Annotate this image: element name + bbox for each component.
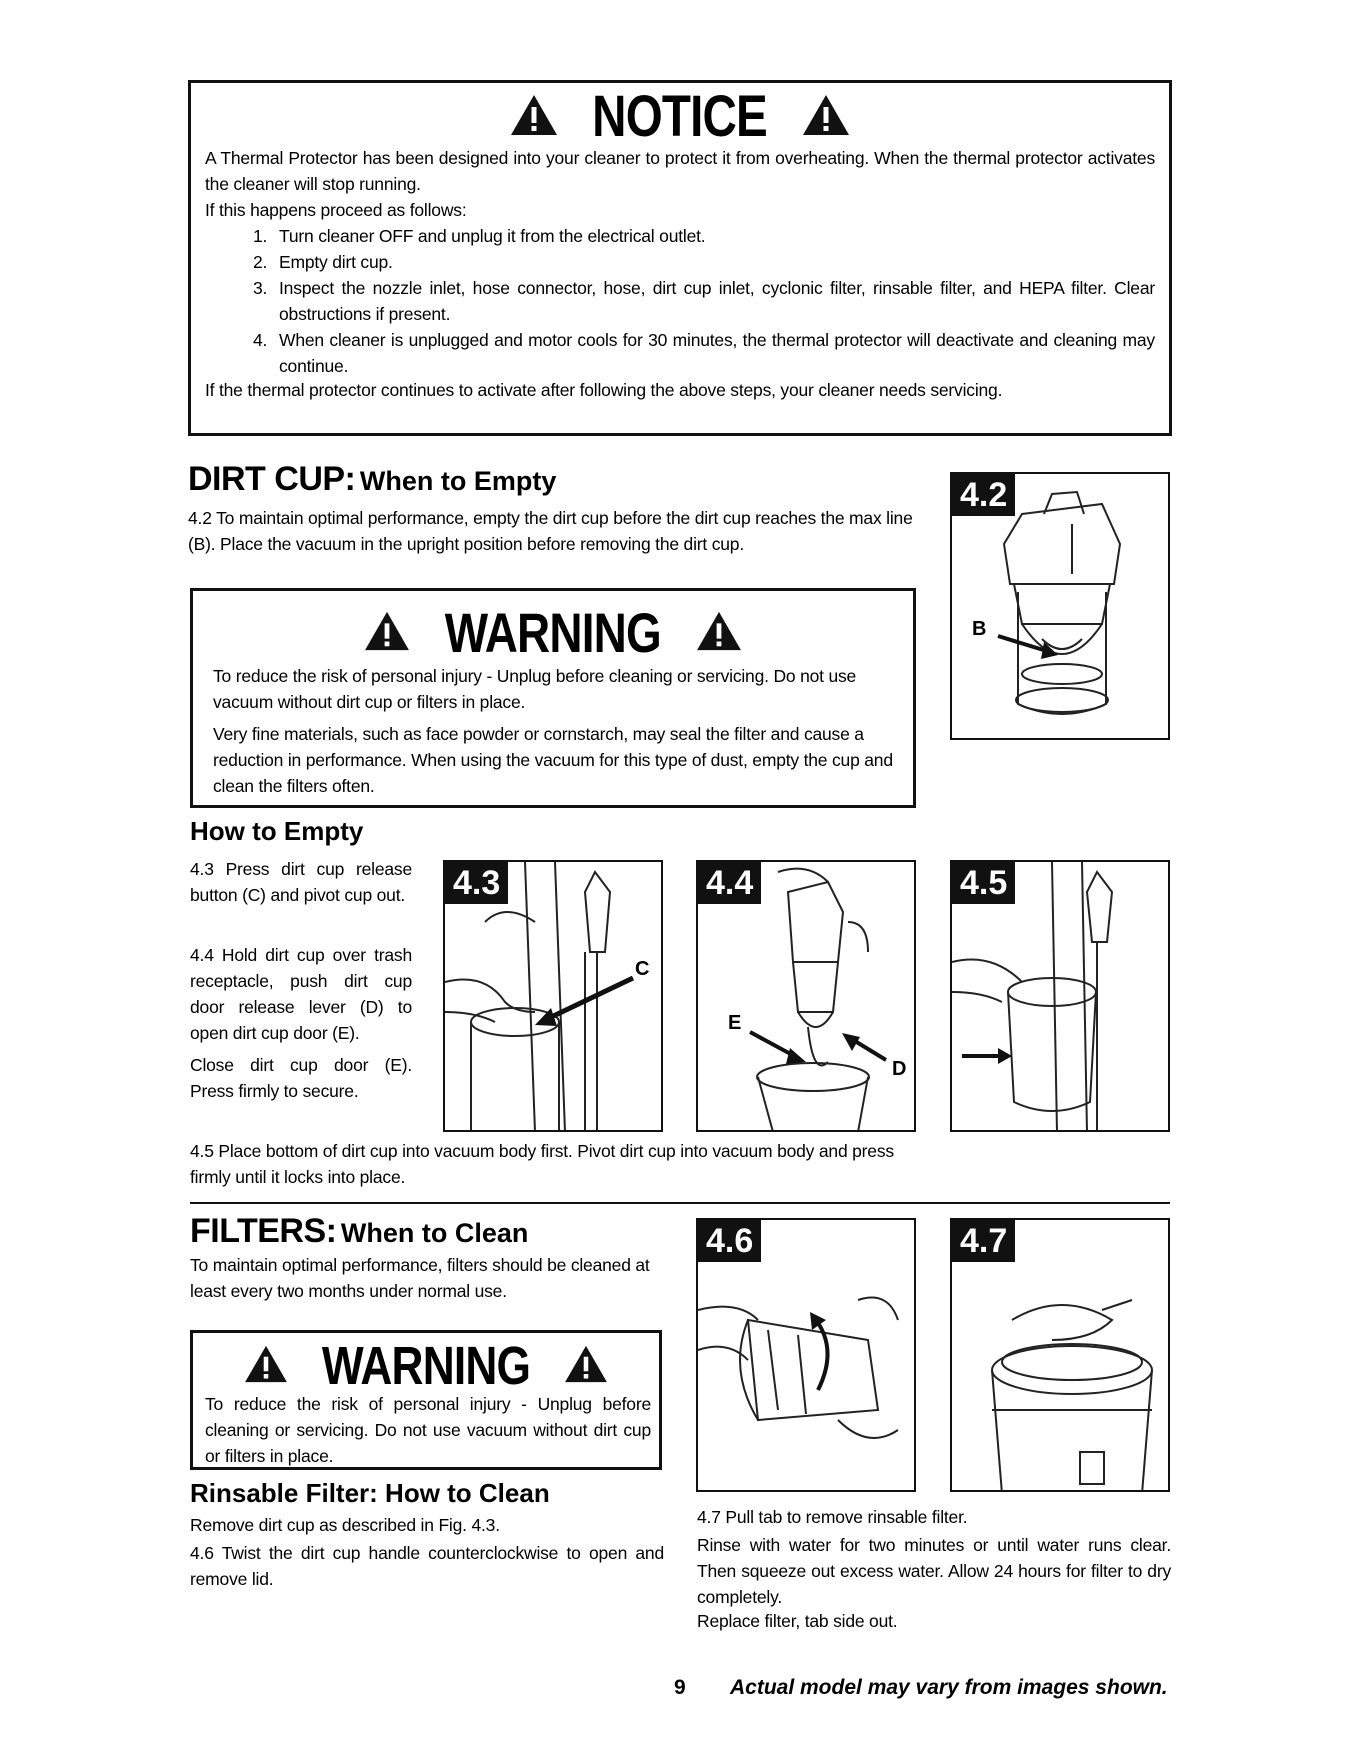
notice-closing: If the thermal protector continues to activate after following the above steps, your cleaner needs servicing.	[205, 380, 1003, 400]
warning-triangle-icon	[563, 1344, 609, 1389]
warning-text: To reduce the risk of personal injury - Unplug before cleaning or servicing. Do not use vacuum without dirt cup or filters in place.	[205, 1394, 651, 1466]
notice-step	[253, 327, 1155, 379]
step-number: 1.	[253, 226, 268, 246]
callout-d: D	[892, 1058, 907, 1080]
step-number: 4.	[253, 330, 268, 350]
figure-label: 4.4	[698, 862, 761, 904]
step-4-6-text: 4.6 Twist the dirt cup handle counterclockwise to open and remove lid.	[190, 1543, 664, 1589]
figure-label: 4.5	[952, 862, 1015, 904]
notice-steps	[253, 223, 1155, 379]
notice-box	[188, 80, 1172, 436]
step-4-4-text: 4.4 Hold dirt cup over trash receptacle, push dirt cup door release lever (D) to open dirt cup door (E).	[190, 945, 412, 1043]
notice-step	[253, 223, 1155, 249]
warning-box	[190, 1330, 662, 1470]
rinsable-line1: Remove dirt cup as described in Fig. 4.3.	[190, 1515, 500, 1535]
warning-para1: To reduce the risk of personal injury - Unplug before cleaning or servicing. Do not use vacuum without dirt cup or filters in place.	[213, 666, 857, 712]
step-number: 3.	[253, 278, 268, 298]
warning-box	[190, 588, 916, 808]
dirt-cup-text: 4.2 To maintain optimal performance, empty the dirt cup before the dirt cup reaches the max line (B). Place the vacuum in the upright position before removing the dirt cup.	[188, 508, 913, 554]
dirt-cup-heading-main: DIRT CUP:	[188, 460, 356, 498]
warning-para2: Very fine materials, such as face powder or cornstarch, may seal the filter and cause a reduction in performance. When using the vacuum for this type of dust, empty the cup and clean the filters often.	[213, 724, 893, 796]
step-text: Inspect the nozzle inlet, hose connector, hose, dirt cup inlet, cyclonic filter, rinsable filter, and HEPA filter. Clear obstructions if present.	[279, 278, 1155, 324]
notice-banner	[191, 84, 1169, 149]
step-4-7-text: 4.7 Pull tab to remove rinsable filter.	[697, 1507, 968, 1527]
dirt-cup-heading	[188, 460, 556, 498]
figure-4-2	[950, 472, 1170, 740]
warning-banner	[193, 601, 913, 664]
warning-title: WARNING	[321, 1336, 531, 1396]
step-text: Empty dirt cup.	[279, 252, 393, 272]
footer-note: Actual model may vary from images shown.	[730, 1676, 1168, 1699]
arrow-icon	[445, 862, 663, 1132]
figure-4-4	[696, 860, 916, 1132]
figure-label: 4.7	[952, 1220, 1015, 1262]
step-text: When cleaner is unplugged and motor cools for 30 minutes, the thermal protector will deactivate and cleaning may continue.	[279, 330, 1155, 376]
warning-title: WARNING	[444, 601, 662, 664]
filters-heading	[190, 1212, 528, 1250]
arrow-icon	[952, 862, 1170, 1132]
page-number: 9	[674, 1676, 686, 1699]
close-door-text: Close dirt cup door (E). Press firmly to secure.	[190, 1055, 412, 1101]
warning-banner	[193, 1336, 659, 1396]
figure-label: 4.6	[698, 1220, 761, 1262]
arrow-icon	[952, 474, 1170, 740]
figure-4-3	[443, 860, 663, 1132]
warning-triangle-icon	[801, 93, 851, 142]
warning-triangle-icon	[243, 1344, 289, 1389]
notice-title: NOTICE	[592, 84, 768, 149]
figure-label: 4.3	[445, 862, 508, 904]
how-to-empty-heading: How to Empty	[190, 816, 364, 846]
dirt-cup-heading-sub: When to Empty	[359, 466, 557, 496]
notice-lead: If this happens proceed as follows:	[205, 200, 467, 220]
figure-4-7	[950, 1218, 1170, 1492]
warning-triangle-icon	[363, 610, 411, 657]
replace-text: Replace filter, tab side out.	[697, 1611, 898, 1631]
notice-step	[253, 275, 1155, 327]
section-divider	[190, 1202, 1170, 1204]
step-number: 2.	[253, 252, 268, 272]
step-text: Turn cleaner OFF and unplug it from the electrical outlet.	[279, 226, 706, 246]
callout-c: C	[635, 958, 650, 980]
step-4-5-text: 4.5 Place bottom of dirt cup into vacuum body first. Pivot dirt cup into vacuum body and press firmly until it locks into place.	[190, 1141, 894, 1187]
figure-4-5	[950, 860, 1170, 1132]
rotate-arrow-icon	[698, 1220, 916, 1492]
warning-triangle-icon	[695, 610, 743, 657]
figure-4-6	[696, 1218, 916, 1492]
figure-label: 4.2	[952, 474, 1015, 516]
notice-step	[253, 249, 1155, 275]
arrow-icon	[698, 862, 916, 1132]
filters-text: To maintain optimal performance, filters should be cleaned at least every two months under normal use.	[190, 1255, 650, 1301]
step-4-3-text: 4.3 Press dirt cup release button (C) and pivot cup out.	[190, 859, 412, 905]
rinsable-heading: Rinsable Filter: How to Clean	[190, 1478, 550, 1508]
rinse-text: Rinse with water for two minutes or until water runs clear. Then squeeze out excess water. Allow 24 hours for filter to dry completely.	[697, 1535, 1171, 1607]
callout-e: E	[728, 1012, 742, 1034]
warning-triangle-icon	[509, 93, 559, 142]
filters-heading-main: FILTERS:	[190, 1212, 337, 1250]
callout-b: B	[972, 618, 987, 640]
notice-intro: A Thermal Protector has been designed into your cleaner to protect it from overheating. When the thermal protector activates the cleaner will stop running.	[205, 148, 1155, 194]
filters-heading-sub: When to Clean	[340, 1218, 529, 1248]
